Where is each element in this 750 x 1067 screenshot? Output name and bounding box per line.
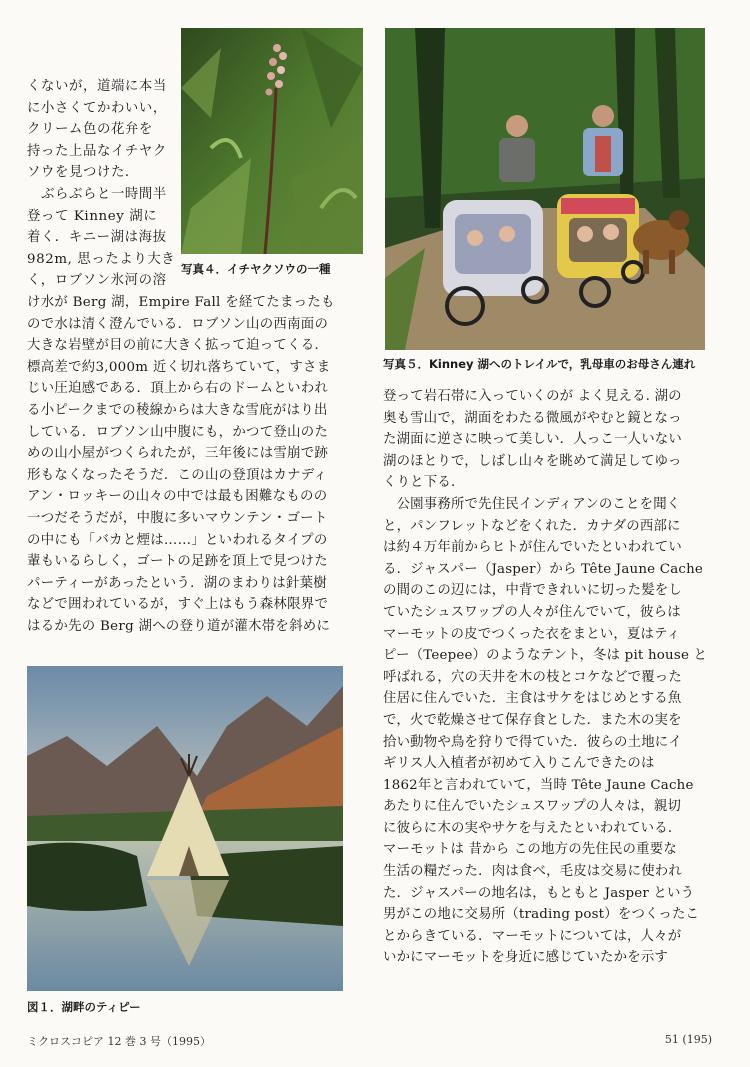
text-line: た湖面に逆さに映って美しい．人っこ一人いない — [383, 432, 682, 448]
footer-page-number: 51 (195) — [664, 1033, 712, 1046]
text-line: 拾い動物や鳥を狩りで得ていた．彼らの土地にイ — [383, 734, 682, 750]
text-line: 着く．キニー湖は海抜 — [27, 230, 167, 246]
text-line: じい圧迫感である．頂上から右のドームといわれ — [27, 381, 329, 397]
text-line: 輩もいるらしく，ゴートの足跡を頂上で見つけた — [27, 554, 328, 570]
text-line: 男がこの地に交易所（trading post）をつくったこ — [383, 907, 700, 923]
text-line: あたりに住んでいたシュスワップの人々は，親切 — [383, 799, 682, 815]
text-line: 持った上品なイチヤク — [27, 143, 167, 159]
text-line: 1862年と言われていて，当時 Tête Jaune Cache — [383, 777, 694, 793]
text-line: る．ジャスパー（Jasper）から Tête Jaune Cache — [383, 561, 704, 577]
text-line: とからきている．マーモットについては，人々が — [383, 928, 682, 944]
column-1-intro — [27, 76, 179, 292]
footer-journal: ミクロスコピア 12 巻 3 号（1995） — [27, 1035, 211, 1048]
text-line: アン・ロッキーの山々の中では最も困難なものの — [27, 489, 328, 505]
text-line: はるか先の Berg 湖への登り道が灌木帯を斜めに — [27, 618, 331, 634]
text-line: めの山小屋がつくられたが，三年後には雪崩で跡 — [27, 446, 329, 462]
text-line: くないが，道端に本当 — [27, 79, 167, 94]
figure-1-teepee — [27, 666, 343, 991]
text-line: ギリス人入植者が初めて入りこんできたのは — [383, 756, 655, 772]
text-line: くりと下る． — [383, 475, 465, 491]
text-line: 生活の糧だった．肉は食べ，毛皮は交易に使われ — [383, 864, 682, 880]
column-1-body — [27, 292, 363, 638]
text-line: ピー（Teepee）のようなテント，冬は pit house と — [383, 648, 708, 664]
text-line: る小ピークまでの稜線からは大きな雪庇がはり出 — [27, 402, 328, 418]
text-line: 湖のほとりで，しばし山々を眺めて満足してゆっ — [383, 453, 682, 469]
column-2-body — [383, 386, 713, 969]
text-line: と，パンフレットなどをくれた．カナダの西部に — [383, 518, 681, 534]
text-line: た．ジャスパーの地名は，もともと Jasper という — [383, 885, 695, 901]
text-line: は約４万年前からヒトが住んでいたといわれてい — [383, 540, 682, 556]
figure-1-caption: 図１．湖畔のティピー — [27, 1000, 141, 1014]
figure-1-image — [27, 666, 343, 991]
text-line: の間のこの辺には，中背できれいに切った髪をし — [383, 583, 682, 599]
text-line: 奥も雪山で，湖面をわたる微風がやむと鏡となっ — [383, 410, 682, 426]
text-line: 標高差で約3,000m 近く切れ落ちていて，すさま — [27, 359, 331, 375]
photo-5-image — [385, 28, 705, 350]
text-line: マーモットの皮でつくった衣をまとい，夏はティ — [383, 626, 681, 642]
text-line: いかにマーモットを身近に感じていたかを示す — [383, 950, 668, 966]
text-line: 形もなくなったそうだ．この山の登頂はカナディ — [27, 467, 328, 483]
text-line: 982m, 思ったより大き — [27, 251, 176, 267]
text-line: 登って Kinney 湖に — [27, 208, 158, 224]
text-line: 呼ばれる，穴の天井を木の枝とコケなどで覆った — [383, 669, 682, 685]
photo-5-trail — [385, 28, 705, 350]
text-line: クリーム色の花弁を — [27, 122, 153, 138]
text-line: 一つだそうだが，中腹に多いマウンテン・ゴート — [27, 510, 328, 526]
text-line: け水が Berg 湖，Empire Fall を経てたまったも — [27, 295, 335, 310]
text-line: 大きな岩壁が目の前に大きく拡って迫ってくる． — [27, 338, 329, 354]
text-line: く，ロブソン氷河の溶 — [27, 273, 167, 289]
text-line: に小さくてかわいい， — [27, 100, 167, 116]
text-line: などで囲われているが，すぐ上はもう森林限界で — [27, 597, 329, 613]
text-line: ぶらぶらと一時間半 — [27, 186, 167, 202]
text-line: ソウを見つけた． — [27, 165, 139, 181]
text-line: 公園事務所で先住民インディアンのことを聞く — [383, 496, 681, 512]
photo-4-caption: 写真４．イチヤクソウの一種 — [181, 262, 331, 276]
text-line: の中にも「バカと煙は……」といわれるタイプの — [27, 532, 328, 548]
text-line: パーティーがあったという．湖のまわりは針葉樹 — [27, 575, 327, 591]
text-line: ていたシュスワップの人々が住んでいて，彼らは — [383, 604, 681, 620]
text-line: に彼らに木の実やサケを与えたといわれている． — [383, 820, 682, 836]
text-line: 住居に住んでいた．主食はサケをはじめとする魚 — [383, 691, 682, 707]
text-line: 登って岩石帯に入っていくのが よく見える. 湖の — [383, 389, 682, 404]
photo-4-wintergreen — [181, 28, 363, 254]
text-line: マーモットは 昔から この地方の先住民の重要な — [383, 842, 677, 858]
photo-5-caption: 写真５．Kinney 湖へのトレイルで，乳母車のお母さん連れ — [383, 357, 696, 371]
text-line: している．ロブソン山中腹にも，かつて登山のた — [27, 424, 329, 440]
photo-4-image — [181, 28, 363, 254]
text-line: で，火で乾燥させて保存食とした．また木の実を — [383, 712, 682, 728]
text-line: ので水は清く澄んでいる．ロブソン山の西南面の — [27, 316, 329, 332]
